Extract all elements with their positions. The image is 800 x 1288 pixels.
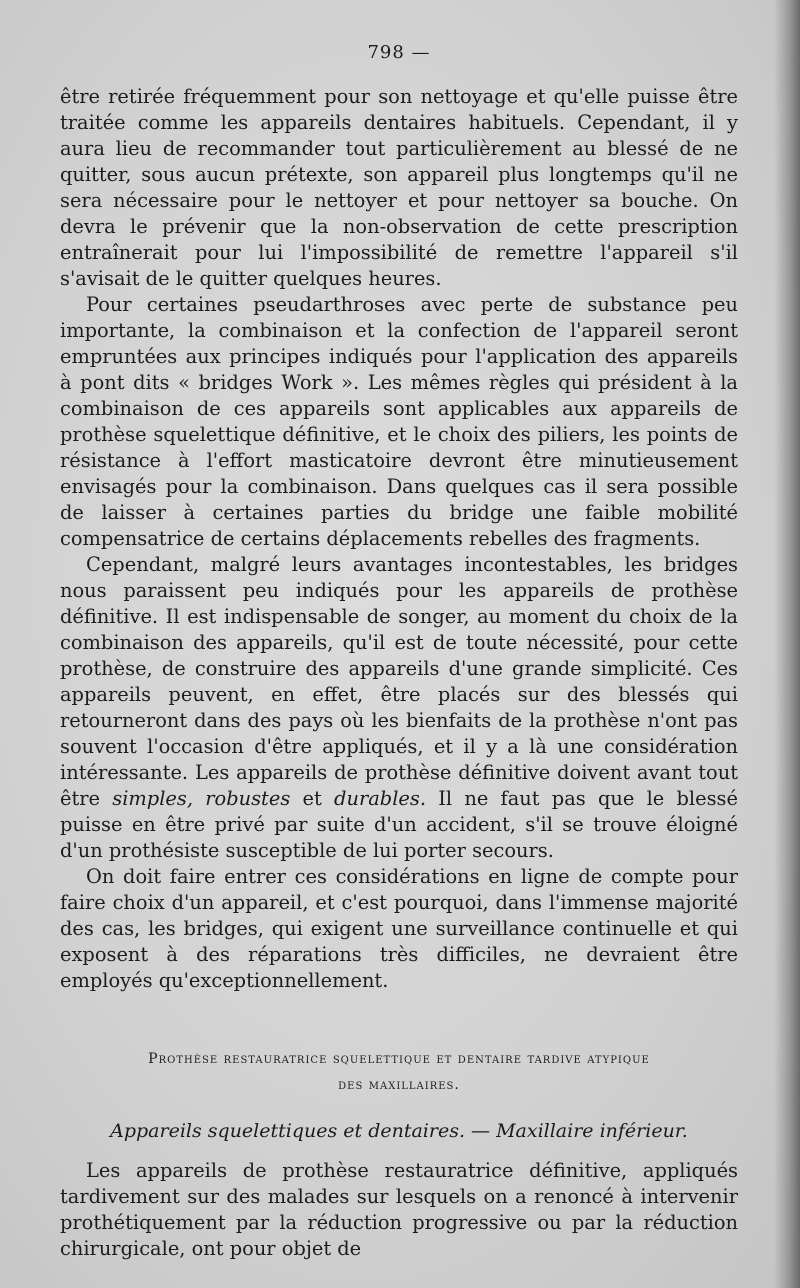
- section-heading: [60, 1046, 738, 1098]
- section-heading-line-2: des maxillaires.: [338, 1077, 460, 1093]
- paragraph-5: Les appareils de prothèse restauratrice définitive, appliqués tardivement sur des malades sur lesquels on a renoncé à intervenir prothétiquement par la réduction progressive ou par la réduction chirurgicale, ont pour objet de: [60, 1159, 738, 1260]
- section-heading-line-1: Prothèse restauratrice squelettique et dentaire tardive atypique: [148, 1051, 650, 1067]
- paragraph-3-text-b: Il ne faut pas que le blessé puisse en être privé par suite d'un accident, s'il se trouve éloigné d'un prothésiste susceptible de lui porter secours.: [60, 787, 738, 862]
- section-subheading: Appareils squelettiques et dentaires. — Maxillaire inférieur.: [110, 1120, 688, 1142]
- paragraph-3: [60, 552, 738, 864]
- emphasis-durables: durables.: [334, 787, 426, 810]
- paragraph-1: être retirée fréquemment pour son nettoyage et qu'elle puisse être traitée comme les appareils dentaires habituels. Cependant, il y aura lieu de recommander tout particulièrement au blessé de ne quitter, sous aucun prétexte, son appareil plus longtemps qu'il ne sera nécessaire pour le nettoyer et pour nettoyer sa bouche. On devra le prévenir que la non-observation de cette prescription entraînerait pour lui l'impossibilité de remettre l'appareil s'il s'avisait de le quitter quelques heures.: [60, 85, 738, 290]
- paragraph-4: On doit faire entrer ces considérations en ligne de compte pour faire choix d'un appareil, et c'est pourquoi, dans l'immense majorité des cas, les bridges, qui exigent une surveillance continuelle et qui exposent à des réparations très difficiles, ne devraient être employés qu'exceptionnellement.: [60, 865, 738, 992]
- paragraph-3-text-a: Cependant, malgré leurs avantages incontestables, les bridges nous paraissent peu indiqués pour les appareils de prothèse définitive. Il est indispensable de songer, au moment du choix de la combinaison des appareils, qu'il est de toute nécessité, pour cette prothèse, de construire des appareils d'une grande simplicité. Ces appareils peuvent, en effet, être placés sur des blessés qui retourneront dans des pays où les bienfaits de la prothèse n'ont pas souvent l'occasion d'être appliqués, et il y a là une considération intéressante. Les appareils de prothèse définitive doivent avant tout être: [60, 553, 738, 810]
- page-number: 798 —: [367, 42, 431, 63]
- emphasis-robustes: robustes: [205, 787, 291, 810]
- paragraph-3-et: et: [290, 787, 335, 810]
- paragraph-2: Pour certaines pseudarthroses avec perte de substance peu importante, la combinaison et la confection de l'appareil seront empruntées aux principes indiqués pour l'application des appareils à pont dits « bridges Work ». Les mêmes règles qui président à la combinaison de ces appareils sont applicables aux appareils de prothèse squelettique définitive, et le choix des piliers, les points de résistance à l'effort masticatoire devront être minutieusement envisagés pour la combinaison. Dans quelques cas il sera possible de laisser à certaines parties du bridge une faible mobilité compensatrice de certains déplacements rebelles des fragments.: [60, 293, 738, 550]
- page-body: [60, 40, 738, 1262]
- page-edge-shadow: [774, 0, 800, 1288]
- emphasis-simples: simples,: [112, 787, 194, 810]
